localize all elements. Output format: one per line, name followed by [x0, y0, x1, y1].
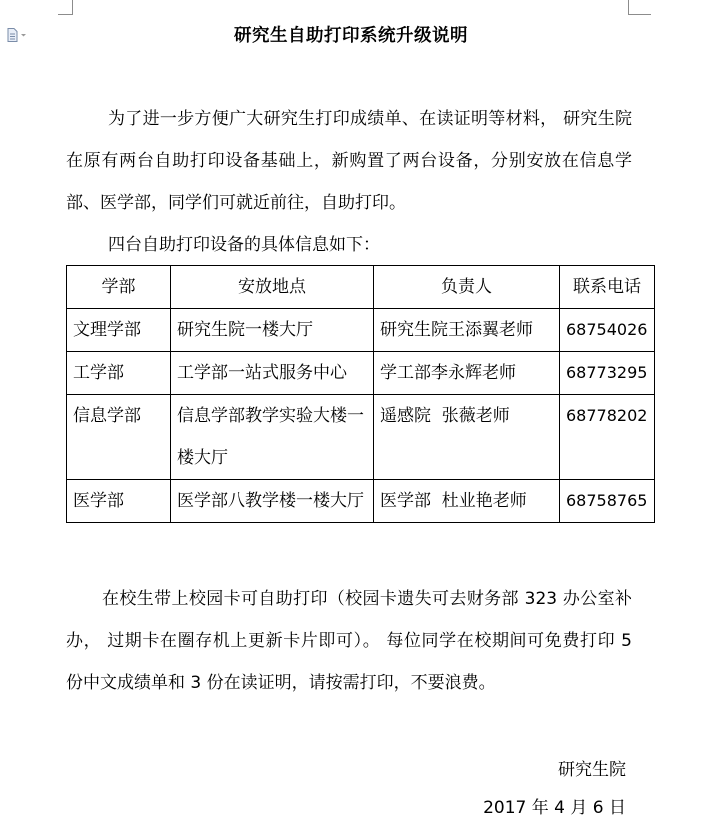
cell-phone: 68754026 [560, 309, 655, 352]
cell-phone: 68778202 [560, 395, 655, 480]
table-header-row [67, 266, 655, 309]
signature-date: 2017 年 4 月 6 日 [483, 798, 626, 818]
usage-note-paragraph: 在校生带上校园卡可自助打印（校园卡遗失可去财务部 323 办公室补办， 过期卡在圈存机上更新卡片即可）。 每位同学在校期间可免费打印 5 份中文成绩单和 3 份在读证明，请按需打印，不要浪费。 [66, 589, 632, 693]
cell-department: 文理学部 [67, 309, 171, 352]
table-row [67, 352, 655, 395]
table-row [67, 395, 655, 480]
table-row [67, 480, 655, 523]
document-title: 研究生自助打印系统升级说明 [234, 26, 468, 46]
cell-contact-person: 医学部 杜业艳老师 [374, 480, 560, 523]
header-department: 学部 [67, 266, 171, 309]
header-location: 安放地点 [171, 266, 374, 309]
cell-contact-person: 遥感院 张薇老师 [374, 395, 560, 480]
cell-department: 信息学部 [67, 395, 171, 480]
cell-department: 工学部 [67, 352, 171, 395]
page-corner-mark-left [58, 0, 73, 15]
cell-location: 医学部八教学楼一楼大厅 [171, 480, 374, 523]
table-row [67, 309, 655, 352]
header-contact-person: 负责人 [374, 266, 560, 309]
cell-department: 医学部 [67, 480, 171, 523]
cell-location: 信息学部教学实验大楼一楼大厅 [171, 395, 374, 480]
page-corner-mark-right [628, 0, 651, 15]
cell-location: 工学部一站式服务中心 [171, 352, 374, 395]
cell-location: 研究生院一楼大厅 [171, 309, 374, 352]
cell-phone: 68758765 [560, 480, 655, 523]
intro-paragraph: 为了进一步方便广大研究生打印成绩单、在读证明等材料， 研究生院在原有两台自助打印设备基础上，新购置了两台设备，分别安放在信息学部、医学部，同学们可就近前往，自助打印。 [66, 109, 632, 213]
cell-contact-person: 研究生院王添翼老师 [374, 309, 560, 352]
printer-info-table [66, 265, 655, 523]
cell-contact-person: 学工部李永辉老师 [374, 352, 560, 395]
table-intro-paragraph: 四台自助打印设备的具体信息如下： [108, 235, 380, 255]
signature-organization: 研究生院 [558, 760, 626, 780]
cell-phone: 68773295 [560, 352, 655, 395]
header-phone: 联系电话 [560, 266, 655, 309]
